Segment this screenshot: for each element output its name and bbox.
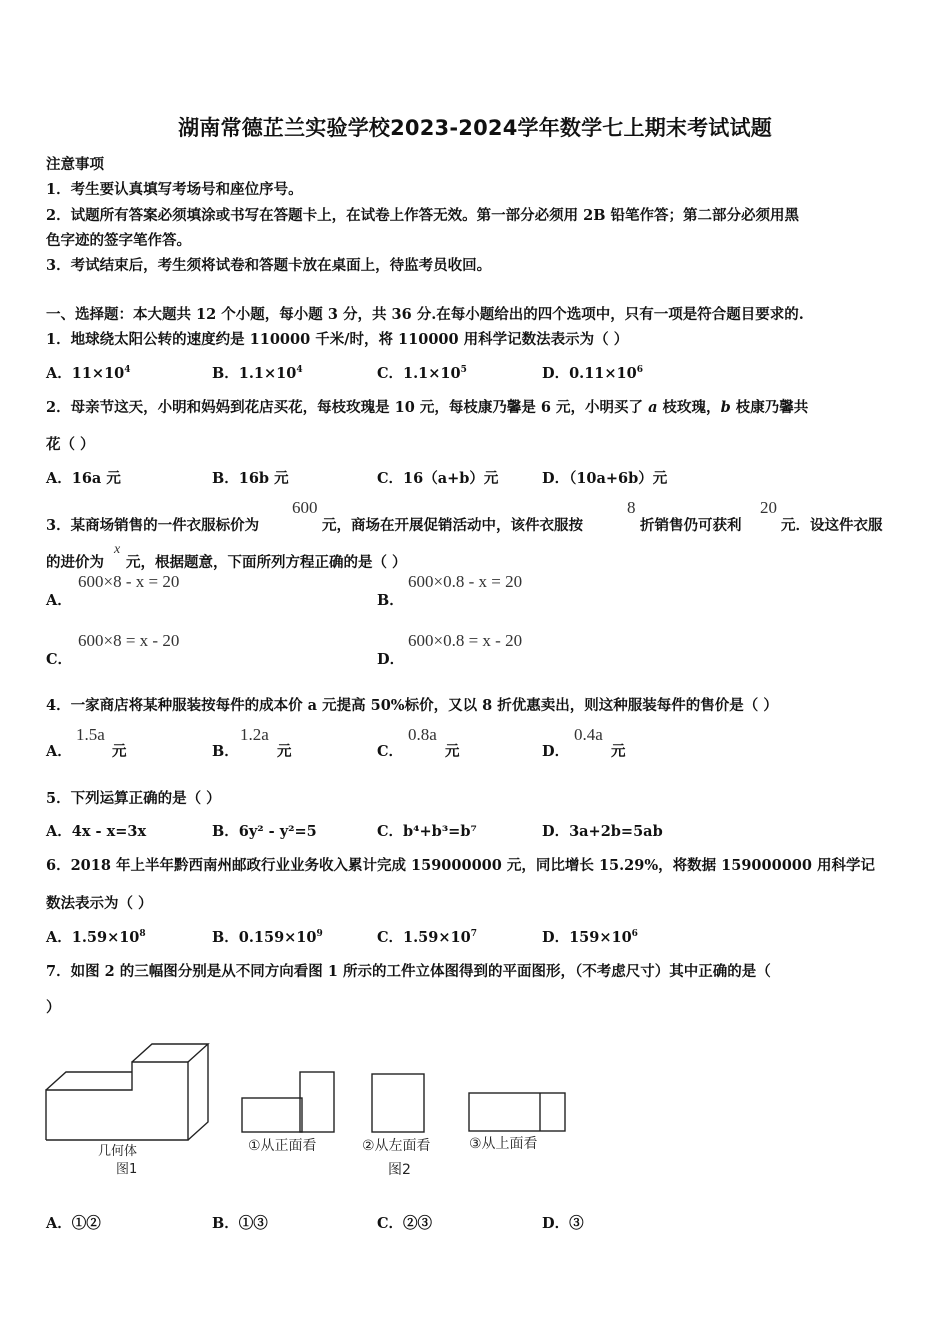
figure-1-solid	[40, 1020, 210, 1180]
q4-option-c-unit: 元	[445, 743, 460, 760]
q3-option-b-label: B．	[377, 592, 404, 609]
question-7-stem: 7．如图 2 的三幅图分别是从不同方向看图 1 所示的工件立体图得到的平面图形，（不考虑尺寸）其中正确的是（	[46, 963, 771, 980]
notice-heading: 注意事项	[46, 156, 104, 173]
solid-high-top	[132, 1044, 208, 1062]
q4-option-b-unit: 元	[277, 743, 292, 760]
q2-option-b: B．16b 元	[212, 470, 289, 487]
q3-option-d-label: D．	[377, 651, 405, 668]
section-heading: 一、选择题：本大题共 12 个小题，每小题 3 分，共 36 分.在每小题给出的四个选项中，只有一项是符合题目要求的.	[46, 306, 804, 323]
q4-option-a-value: 1.5a	[76, 725, 105, 744]
q3-option-c-label: C．	[46, 651, 73, 668]
q4-option-a-label: A．	[46, 743, 72, 760]
q3-option-d-eq: 600×0.8 = x - 20	[408, 631, 523, 650]
q3-option-a-label: A．	[46, 592, 72, 609]
question-6-stem: 6．2018 年上半年黔西南州邮政行业业务收入累计完成 159000000 元，同比增长 15.29%，将数据 159000000 用科学记	[46, 857, 876, 874]
view2-rect	[372, 1074, 424, 1132]
fig1-name: 几何体	[98, 1144, 138, 1159]
figure-2-views	[236, 1066, 576, 1182]
q4-option-c-value: 0.8a	[408, 725, 437, 744]
question-2-stem-line2: 花（ ）	[46, 436, 95, 453]
question-3-p2: 元，商场在开展促销活动中，该件衣服按	[322, 517, 583, 534]
q3-value-600: 600	[292, 498, 318, 517]
view1-left-rect	[242, 1098, 302, 1132]
q1-option-a: A．$11\times 10^4$	[46, 365, 131, 382]
view3-rect	[469, 1093, 565, 1131]
notice-item: 色字迹的签字笔作答。	[46, 232, 191, 249]
q1-option-b: B．$1.1\times 10^4$	[212, 365, 303, 382]
fig2-label: 图2	[388, 1162, 411, 1178]
view3-caption: ③从上面看	[469, 1136, 538, 1152]
view1-caption: ①从正面看	[248, 1138, 317, 1154]
q6-option-a: A．$1.59\times 10^8$	[46, 929, 146, 946]
solid-low-top	[46, 1072, 132, 1090]
q5-option-b: B．6y² - y²=5	[212, 823, 317, 840]
notice-item: 3．考试结束后，考生须将试卷和答题卡放在桌面上，待监考员收回。	[46, 257, 492, 274]
q7-option-c: C．②③	[377, 1215, 433, 1232]
question-5-stem: 5．下列运算正确的是（ ）	[46, 790, 221, 807]
view2-caption: ②从左面看	[362, 1138, 431, 1154]
q1-option-c: C．$1.1\times 10^5$	[377, 365, 467, 382]
q6-option-b: B．$0.159\times 10^9$	[212, 929, 323, 946]
question-2-stem: 2．母亲节这天，小明和妈妈到花店买花，每枝玫瑰是 10 元，每枝康乃馨是 6 元，小明买了 a 枝玫瑰，b 枝康乃馨共	[46, 399, 809, 416]
q7-option-b: B．①③	[212, 1215, 268, 1232]
q1-option-d: D．$0.11\times 10^6$	[542, 365, 643, 382]
page-title: 湖南常德芷兰实验学校2023-2024学年数学七上期末考试试题	[178, 116, 772, 140]
q3-option-a-eq: 600×8 - x = 20	[78, 572, 180, 591]
q4-option-b-label: B．	[212, 743, 239, 760]
question-3-p1: 3．某商场销售的一件衣服标价为	[46, 517, 260, 534]
q7-option-a: A．①②	[46, 1215, 101, 1232]
notice-item: 2．试题所有答案必须填涂或书写在答题卡上，在试卷上作答无效。第一部分必须用 2B 铅笔作答；第二部分必须用黑	[46, 207, 800, 224]
q4-option-b-value: 1.2a	[240, 725, 269, 744]
q4-option-d-value: 0.4a	[574, 725, 603, 744]
q5-option-a: A．4x - x=3x	[46, 823, 147, 840]
question-6-stem-line2: 数法表示为（ ）	[46, 895, 153, 912]
q3-var-x: x	[114, 542, 121, 557]
question-1-stem: 1．地球绕太阳公转的速度约是 110000 千米/时，将 110000 用科学记数法表示为（ ）	[46, 331, 629, 348]
q4-option-d-unit: 元	[611, 743, 626, 760]
question-7-stem-line2: ）	[46, 999, 61, 1016]
q5-option-d: D．3a+2b=5ab	[542, 823, 663, 840]
view1-right-rect	[300, 1072, 334, 1132]
question-3-line2b: 元，根据题意，下面所列方程正确的是（ ）	[126, 554, 407, 571]
solid-front-face	[46, 1062, 188, 1140]
q6-option-c: C．$1.59\times 10^7$	[377, 929, 477, 946]
q3-option-b-eq: 600×0.8 - x = 20	[408, 572, 523, 591]
q4-option-d-label: D．	[542, 743, 570, 760]
q5-option-c: C．b⁴+b³=b⁷	[377, 823, 477, 840]
q2-option-d: D．（10a+6b）元	[542, 470, 668, 487]
q3-value-20: 20	[760, 498, 777, 517]
q3-value-8: 8	[627, 498, 636, 517]
q3-option-c-eq: 600×8 = x - 20	[78, 631, 180, 650]
q4-option-c-label: C．	[377, 743, 404, 760]
q2-option-a: A．16a 元	[46, 470, 121, 487]
fig1-label: 图1	[116, 1162, 138, 1177]
question-3-p3: 折销售仍可获利	[640, 517, 742, 534]
q6-option-d: D．$159\times 10^6$	[542, 929, 638, 946]
q4-option-a-unit: 元	[112, 743, 127, 760]
question-3-line2a: 的进价为	[46, 554, 104, 571]
q7-option-d: D．③	[542, 1215, 584, 1232]
notice-item: 1．考生要认真填写考场号和座位序号。	[46, 181, 303, 198]
question-4-stem: 4．一家商店将某种服装按每件的成本价 a 元提高 50%标价，又以 8 折优惠卖出，则这种服装每件的售价是（ ）	[46, 697, 778, 714]
q2-option-c: C．16（a+b）元	[377, 470, 499, 487]
question-3-p4: 元．设这件衣服	[781, 517, 883, 534]
